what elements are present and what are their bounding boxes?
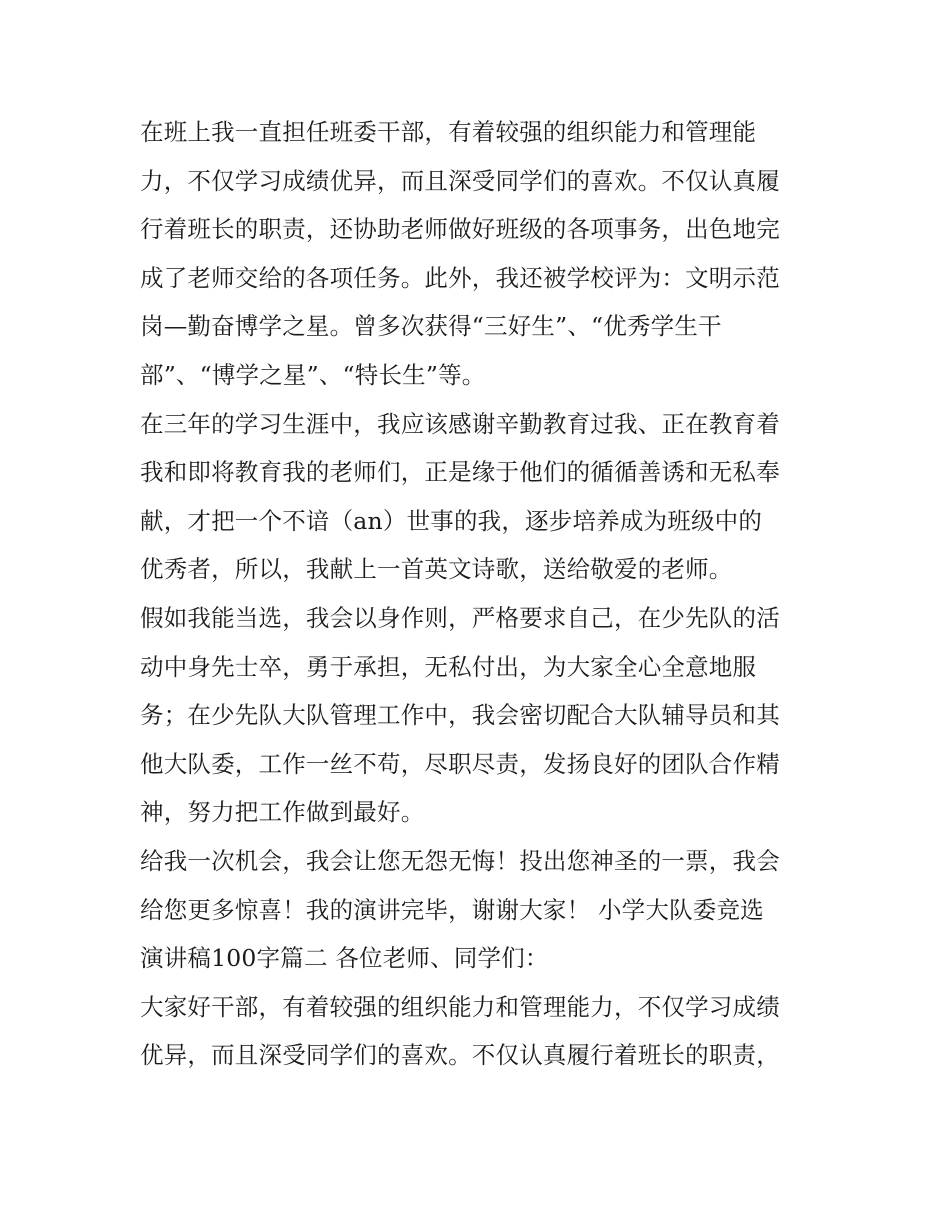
text-line: 优异，而且深受同学们的喜欢。不仅认真履行着班长的职责，	[140, 1041, 780, 1070]
text-line: 岗—勤奋博学之星。曾多次获得“三好生”、“优秀学生干	[140, 312, 722, 341]
text-line: 给我一次机会，我会让您无怨无悔！投出您神圣的一票，我会	[140, 846, 780, 875]
text-line: 成了老师交给的各项任务。此外，我还被学校评为：文明示范	[140, 263, 780, 292]
text-line: 务；在少先队大队管理工作中，我会密切配合大队辅导员和其	[140, 701, 780, 730]
text-line: 神，努力把工作做到最好。	[140, 798, 425, 827]
text-line: 献，才把一个不谙（an）世事的我，逐步培养成为班级中的	[140, 506, 763, 535]
text-line: 在三年的学习生涯中，我应该感谢辛勤教育过我、正在教育着	[140, 409, 780, 438]
text-line: 给您更多惊喜！我的演讲完毕，谢谢大家！ 小学大队委竞选	[140, 895, 764, 924]
text-line: 我和即将教育我的老师们，正是缘于他们的循循善诱和无私奉	[140, 458, 780, 487]
text-line: 他大队委，工作一丝不苟，尽职尽责，发扬良好的团队合作精	[140, 749, 780, 778]
document-body	[140, 108, 816, 1080]
text-line: 动中身先士卒，勇于承担，无私付出，为大家全心全意地服	[140, 652, 757, 681]
text-line: 行着班长的职责，还协助老师做好班级的各项事务，出色地完	[140, 215, 780, 244]
text-line: 力，不仅学习成绩优异，而且深受同学们的喜欢。不仅认真履	[140, 166, 780, 195]
text-line: 在班上我一直担任班委干部，有着较强的组织能力和管理能	[140, 118, 757, 146]
text-line: 假如我能当选，我会以身作则，严格要求自己，在少先队的活	[140, 603, 780, 632]
text-line: 演讲稿100字篇二 各位老师、同学们：	[140, 944, 549, 973]
text-line: 部”、“博学之星”、“特长生”等。	[140, 360, 486, 389]
text-line: 优秀者，所以，我献上一首英文诗歌，送给敬爱的老师。	[140, 555, 733, 584]
text-line: 大家好干部，有着较强的组织能力和管理能力，不仅学习成绩	[140, 992, 780, 1021]
